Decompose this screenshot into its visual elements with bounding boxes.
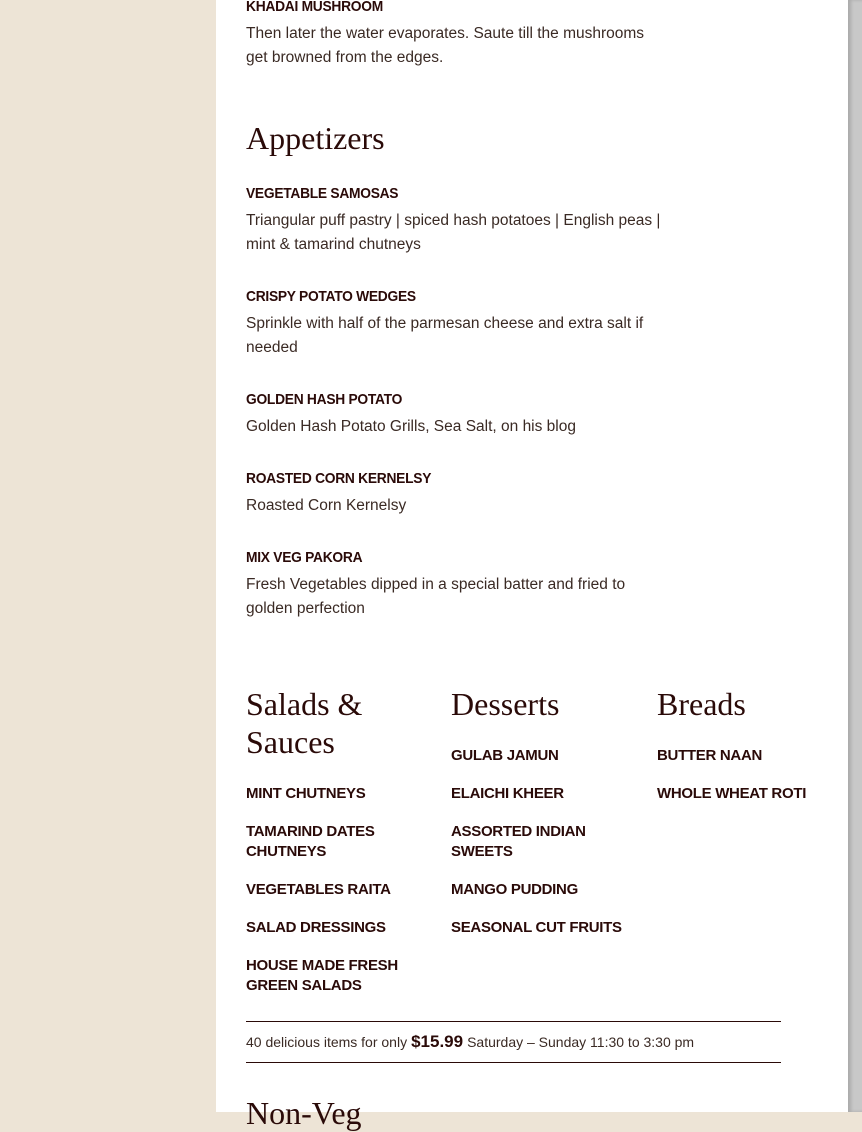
desserts-item: SEASONAL CUT FRUITS	[451, 919, 622, 936]
dish-name: GOLDEN HASH POTATO	[246, 391, 403, 408]
salads-item: HOUSE MADE FRESH GREEN SALADS	[246, 957, 398, 994]
salads-title: Salads & Sauces	[246, 686, 363, 760]
dish-name: VEGETABLE SAMOSAS	[246, 185, 399, 202]
dish-description: Then later the water evaporates. Saute till the mushrooms get browned from the edges.	[246, 25, 645, 66]
breads-item: BUTTER NAAN	[657, 747, 763, 764]
salads-item: VEGETABLES RAITA	[246, 881, 391, 898]
promo-banner	[246, 1021, 781, 1063]
desserts-item: ELAICHI KHEER	[451, 785, 564, 802]
breads-title: Breads	[657, 686, 746, 722]
dish-description: Golden Hash Potato Grills, Sea Salt, on his blog	[246, 418, 576, 435]
desserts-item: ASSORTED INDIAN SWEETS	[451, 823, 586, 860]
appetizers-title: Appetizers	[246, 120, 385, 156]
dish-description: Sprinkle with half of the parmesan cheese and extra salt if needed	[246, 315, 644, 356]
desserts-item: MANGO PUDDING	[451, 881, 578, 898]
menu-page	[216, 0, 848, 1131]
scrollbar[interactable]	[848, 0, 862, 1112]
salads-item: SALAD DRESSINGS	[246, 919, 386, 936]
salads-item: MINT CHUTNEYS	[246, 785, 366, 802]
promo-schedule: Saturday – Sunday 11:30 to 3:30 pm	[467, 1034, 695, 1050]
breads-item: WHOLE WHEAT ROTI	[657, 785, 807, 802]
desserts-item: GULAB JAMUN	[451, 747, 559, 764]
non-veg-title: Non-Veg	[246, 1095, 362, 1131]
dish-description: Fresh Vegetables dipped in a special batter and fried to golden perfection	[246, 576, 626, 617]
promo-price: $15.99	[411, 1032, 464, 1051]
dish-name: ROASTED CORN KERNELSY	[246, 470, 432, 487]
salads-item: TAMARIND DATES CHUTNEYS	[246, 823, 375, 860]
dish-description: Triangular puff pastry | spiced hash potatoes | English peas | mint & tamarind chutneys	[246, 212, 661, 253]
dish-name: CRISPY POTATO WEDGES	[246, 288, 416, 305]
dish-description: Roasted Corn Kernelsy	[246, 497, 407, 514]
promo-prefix: 40 delicious items for only	[246, 1034, 408, 1050]
dish-name: MIX VEG PAKORA	[246, 549, 363, 566]
left-sidebar	[0, 0, 216, 1112]
dish-name: KHADAI MUSHROOM	[246, 0, 383, 15]
desserts-title: Desserts	[451, 686, 560, 722]
